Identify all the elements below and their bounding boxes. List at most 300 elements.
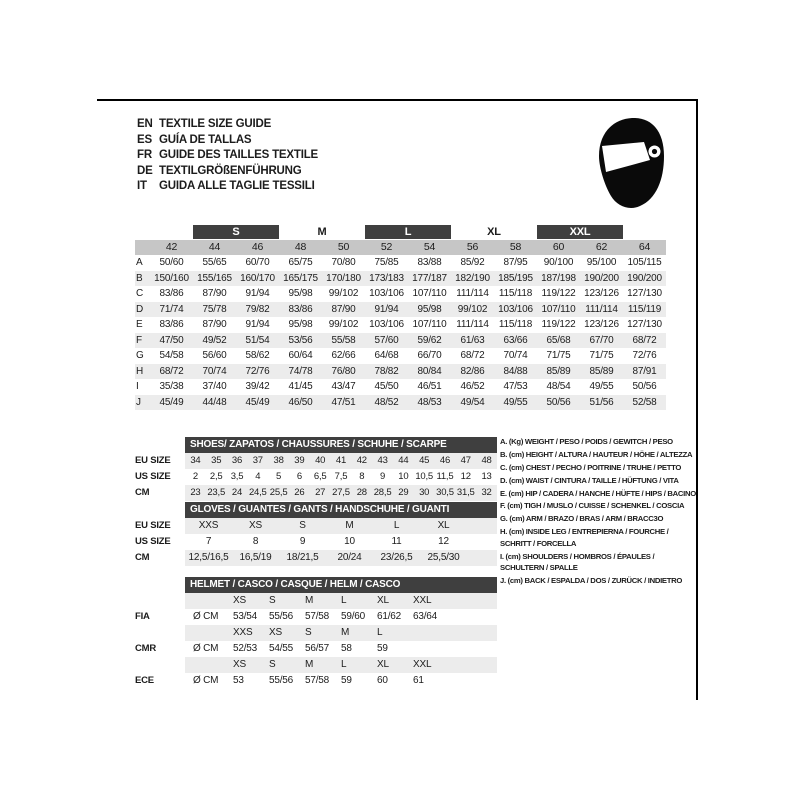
table-cell: 99/102 <box>328 319 359 330</box>
size-label: 54 <box>423 241 436 253</box>
table-cell: 30 <box>419 487 430 498</box>
table-cell: S <box>299 520 306 531</box>
table-cell: 83/88 <box>417 257 442 268</box>
legend-line: I. (cm) SHOULDERS / HOMBROS / ÉPAULES / <box>500 551 655 561</box>
table-cell: 75/85 <box>374 257 399 268</box>
table-cell: 74/78 <box>288 365 313 377</box>
legend-item <box>500 475 696 486</box>
table-cell: 39 <box>294 455 305 466</box>
table-cell: 8 <box>359 471 365 482</box>
table-cell: 123/126 <box>584 319 619 330</box>
table-cell: 107/110 <box>412 288 447 299</box>
helmet-sizes-row <box>185 593 497 609</box>
table-cell: 6 <box>296 471 302 482</box>
table-row <box>135 364 666 380</box>
row-label: A <box>136 257 143 268</box>
table-cell: 85/89 <box>589 365 614 377</box>
table-cell: 7 <box>205 536 212 547</box>
table-cell: 79/82 <box>245 303 270 315</box>
table-cell: 71/74 <box>159 303 184 315</box>
size-label: XXS <box>233 627 253 638</box>
row-label: H <box>136 365 144 377</box>
row-label: B <box>136 272 143 284</box>
table-cell: 63/64 <box>413 611 438 622</box>
table-row <box>135 379 666 395</box>
shoes-side-labels <box>135 437 185 501</box>
table-cell: 87/90 <box>202 288 227 299</box>
table-cell: 111/114 <box>456 319 489 330</box>
table-cell: 59 <box>377 643 388 654</box>
unit-label: Ø CM <box>193 643 219 654</box>
table-cell: 87/95 <box>503 257 528 268</box>
size-label: S <box>269 595 276 606</box>
table-row <box>135 348 666 364</box>
table-cell: 59/62 <box>417 334 442 346</box>
table-cell: 45/49 <box>159 396 184 408</box>
table-cell: L <box>393 520 400 531</box>
table-row <box>185 518 497 534</box>
table-cell: 23 <box>190 487 201 498</box>
table-row <box>135 333 666 349</box>
measurement-legend <box>500 436 696 588</box>
legend-item <box>500 551 696 574</box>
row-label: G <box>136 350 144 361</box>
size-label: 56 <box>466 241 479 253</box>
row-label: US SIZE <box>135 536 171 547</box>
table-cell: 45/50 <box>374 381 399 392</box>
table-cell: 99/102 <box>457 303 488 315</box>
table-cell: 67/70 <box>589 334 614 346</box>
table-row <box>185 534 497 550</box>
table-row <box>185 469 497 485</box>
table-cell: 31,5 <box>456 487 475 498</box>
size-label: 48 <box>294 241 307 253</box>
table-cell: 185/195 <box>498 272 533 284</box>
table-cell: 37/40 <box>202 381 227 392</box>
table-cell: 10 <box>398 471 409 482</box>
size-label: XXL <box>413 659 432 670</box>
table-cell: 90/100 <box>543 257 574 268</box>
gloves-content <box>185 502 497 566</box>
title-text: TEXTILE SIZE GUIDE <box>159 118 272 130</box>
table-cell: 27,5 <box>332 487 350 498</box>
table-cell: 12 <box>438 536 449 547</box>
table-cell: 87/90 <box>202 319 227 330</box>
table-cell: 119/122 <box>541 319 576 330</box>
table-cell: 6,5 <box>313 471 327 482</box>
legend-line: J. (cm) BACK / ESPALDA / DOS / ZURÜCK / INDIETRO <box>500 575 683 585</box>
size-label: 50 <box>337 241 350 253</box>
row-label: J <box>136 396 141 408</box>
table-cell: 68/72 <box>632 334 657 346</box>
table-cell: 48/54 <box>546 381 571 392</box>
table-cell: 37 <box>252 455 263 466</box>
legend-item <box>500 436 696 447</box>
table-cell: 60/64 <box>288 350 313 361</box>
legend-line: G. (cm) ARM / BRAZO / BRAS / ARM / BRACC3O <box>500 514 664 524</box>
table-cell: 53 <box>233 675 244 686</box>
helmet-values-row <box>185 673 497 689</box>
shoes-table <box>135 437 497 501</box>
table-cell: 46/50 <box>288 396 313 408</box>
table-cell: 51/56 <box>589 396 614 408</box>
size-label: 44 <box>208 241 221 253</box>
helmet-side-labels <box>135 577 185 705</box>
table-cell: 177/187 <box>412 272 447 284</box>
table-cell: 83/86 <box>288 303 313 315</box>
table-cell: 85/89 <box>546 365 571 377</box>
title-block <box>137 117 318 195</box>
side-spacer <box>135 437 185 453</box>
row-label: EU SIZE <box>135 520 171 531</box>
group-xxl: XXL <box>537 225 623 239</box>
legend-line: B. (cm) HEIGHT / ALTURA / HAUTEUR / HÖHE / ALTEZZA <box>500 449 693 459</box>
table-cell: 70/74 <box>503 350 528 361</box>
table-cell: 173/183 <box>369 272 404 284</box>
table-cell: 50/56 <box>632 381 657 392</box>
table-cell: 55/56 <box>269 611 294 622</box>
table-cell: 30,5 <box>436 487 454 498</box>
language-code: FR <box>137 149 152 161</box>
legend-item <box>500 449 696 460</box>
gloves-header-bar: GLOVES / GUANTES / GANTS / HANDSCHUHE / GUANTI <box>185 502 497 518</box>
table-cell: 91/94 <box>374 303 399 315</box>
table-cell: 24 <box>231 487 243 498</box>
table-cell: 49/52 <box>202 334 227 346</box>
table-cell: 119/122 <box>541 288 576 299</box>
table-cell: 45/49 <box>245 396 270 408</box>
table-cell: 62/66 <box>331 350 356 361</box>
helmet-table <box>135 577 497 689</box>
table-cell: 95/98 <box>288 288 313 299</box>
table-row <box>135 255 666 271</box>
size-label: L <box>341 659 347 670</box>
row-label: E <box>136 319 143 330</box>
table-cell: 61/62 <box>377 611 402 622</box>
table-cell: 91/94 <box>245 288 270 299</box>
gloves-side-labels <box>135 502 185 566</box>
table-cell: 42 <box>356 455 367 466</box>
table-cell: 56/57 <box>305 643 330 654</box>
table-cell: 71/75 <box>589 350 614 361</box>
unit-spacer <box>185 657 233 673</box>
table-cell: 38 <box>273 455 284 466</box>
table-cell: 72/76 <box>632 350 657 361</box>
unit-label: Ø CM <box>193 675 219 686</box>
table-cell: 123/126 <box>584 288 619 299</box>
group-s: S <box>193 225 279 239</box>
table-cell: 23,5 <box>207 487 226 498</box>
helmet-header-bar: HELMET / CASCO / CASQUE / HELM / CASCO <box>185 577 497 593</box>
table-cell: 28,5 <box>373 487 392 498</box>
table-cell: 49/55 <box>503 396 528 408</box>
table-cell: 26 <box>294 487 305 498</box>
table-cell: 107/110 <box>541 303 576 315</box>
shoes-header-bar: SHOES/ ZAPATOS / CHAUSSURES / SCHUHE / SCARPE <box>185 437 497 453</box>
table-cell: 44 <box>398 455 409 466</box>
table-cell: 55/65 <box>202 257 227 268</box>
table-cell: 11,5 <box>436 471 454 482</box>
unit-spacer <box>185 625 233 641</box>
table-cell: M <box>345 520 354 531</box>
table-cell: 35 <box>211 455 222 466</box>
group-spacer <box>135 225 193 239</box>
table-cell: 61 <box>413 675 424 686</box>
table-cell: 5 <box>276 471 282 482</box>
table-cell: 115/118 <box>498 288 533 299</box>
row-label: US SIZE <box>135 471 171 482</box>
side-spacer <box>135 577 185 609</box>
size-label: 52 <box>380 241 393 253</box>
shoes-content <box>185 437 497 501</box>
table-cell: 8 <box>252 536 259 547</box>
table-cell: 127/130 <box>627 288 662 299</box>
legend-line: H. (cm) INSIDE LEG / ENTREPIERNA / FOURCHE / <box>500 527 669 537</box>
table-cell: 59 <box>341 675 352 686</box>
table-cell: 111/114 <box>456 288 489 299</box>
helmet-sizes-row <box>185 625 497 641</box>
helmet-icon <box>596 116 666 216</box>
helmet-values-row <box>185 641 497 657</box>
table-cell: 95/98 <box>288 319 313 330</box>
table-cell: 24,5 <box>248 487 267 498</box>
table-cell: 115/118 <box>498 319 533 330</box>
table-cell: 18/21,5 <box>286 552 319 563</box>
helmet-sizes-row <box>185 657 497 673</box>
table-cell: 4 <box>255 471 261 482</box>
table-cell: 46/52 <box>460 381 485 392</box>
table-cell: 47/53 <box>503 381 528 392</box>
table-cell: 76/80 <box>331 365 356 377</box>
legend-line: SCHULTERN / SPALLE <box>500 562 578 572</box>
size-label: 64 <box>638 241 651 253</box>
table-cell: 28 <box>356 487 367 498</box>
table-cell: 87/91 <box>632 365 657 377</box>
table-cell: 57/58 <box>305 675 330 686</box>
table-cell: 83/86 <box>159 319 184 330</box>
table-cell: 56/60 <box>202 350 227 361</box>
side-spacer <box>135 502 185 518</box>
size-label: XS <box>269 627 282 638</box>
table-cell: 59/60 <box>341 611 366 622</box>
row-label: C <box>136 288 144 299</box>
table-cell: 78/82 <box>374 365 399 377</box>
size-label: S <box>305 627 312 638</box>
table-cell: 2,5 <box>209 471 223 482</box>
legend-line: A. (Kg) WEIGHT / PESO / POIDS / GEWITCH / PESO <box>500 437 673 446</box>
size-row <box>135 240 666 255</box>
table-row <box>135 317 666 333</box>
table-cell: 48 <box>481 455 492 466</box>
size-label: 42 <box>165 241 178 253</box>
table-cell: 51/54 <box>245 334 270 346</box>
size-label: XS <box>233 659 246 670</box>
size-label: 58 <box>509 241 522 253</box>
table-row <box>135 286 666 302</box>
table-cell: 32 <box>481 487 492 498</box>
table-cell: 63/66 <box>503 334 528 346</box>
table-cell: 70/74 <box>202 365 227 377</box>
size-label: XL <box>377 659 389 670</box>
legend-item <box>500 526 696 549</box>
table-cell: 82/86 <box>460 365 485 377</box>
table-cell: 68/72 <box>159 365 184 377</box>
language-code: ES <box>137 133 152 146</box>
legend-item <box>500 462 696 473</box>
table-cell: 43/47 <box>331 381 356 392</box>
table-cell: 57/58 <box>305 611 330 622</box>
table-cell: 3,5 <box>230 471 244 482</box>
table-cell: 111/114 <box>585 303 618 315</box>
title-line <box>137 133 318 149</box>
table-cell: 72/76 <box>245 365 270 377</box>
table-cell: 66/70 <box>417 350 442 361</box>
table-cell: 105/115 <box>627 257 662 268</box>
legend-line: F. (cm) TIGH / MUSLO / CUISSE / SCHENKEL / COSCIA <box>500 501 685 511</box>
table-cell: 115/119 <box>627 303 662 315</box>
table-cell: 190/200 <box>584 272 619 284</box>
table-cell: 99/102 <box>328 288 359 299</box>
title-text: GUÍA DE TALLAS <box>159 133 252 146</box>
table-cell: 103/106 <box>369 288 404 299</box>
group-m: M <box>317 226 327 238</box>
table-row <box>185 453 497 469</box>
size-label: XXL <box>413 595 432 606</box>
row-label: FIA <box>135 611 150 622</box>
table-row <box>135 302 666 318</box>
table-row <box>185 550 497 566</box>
row-label: CM <box>135 487 150 498</box>
table-cell: 34 <box>190 455 201 466</box>
table-cell: 27 <box>315 487 326 498</box>
table-cell: 61/63 <box>460 334 485 346</box>
table-cell: 46 <box>439 455 451 466</box>
table-cell: 50/60 <box>159 257 184 268</box>
table-cell: 65/68 <box>546 334 571 346</box>
table-cell: 91/94 <box>245 319 270 330</box>
table-cell: 47/51 <box>331 396 356 408</box>
size-group-row <box>135 225 666 239</box>
table-cell: 70/80 <box>331 257 356 268</box>
table-cell: 2 <box>192 471 198 482</box>
row-label: F <box>136 334 142 346</box>
size-label: S <box>269 659 276 670</box>
unit-label: Ø CM <box>193 611 219 622</box>
table-cell: 75/78 <box>202 303 227 315</box>
table-cell: 182/190 <box>455 272 490 284</box>
table-cell: 55/56 <box>269 675 294 686</box>
size-label: M <box>305 595 314 606</box>
table-cell: XL <box>437 520 450 531</box>
table-cell: XXS <box>198 520 219 531</box>
table-cell: 150/160 <box>154 272 189 284</box>
size-row-spacer <box>135 240 150 255</box>
size-label: L <box>377 627 383 638</box>
legend-line: E. (cm) HIP / CADERA / HANCHE / HÜFTE / HIPS / BACINO <box>500 488 696 498</box>
table-cell: 16,5/19 <box>239 552 272 563</box>
table-cell: 95/98 <box>417 303 442 315</box>
legend-item <box>500 513 696 524</box>
table-cell: 23/26,5 <box>380 552 413 563</box>
table-cell: 48/52 <box>374 396 399 408</box>
table-cell: 46/51 <box>417 381 442 392</box>
table-cell: 47 <box>460 455 471 466</box>
table-cell: 36 <box>231 455 243 466</box>
language-code: IT <box>137 180 147 192</box>
table-cell: 41/45 <box>288 381 313 392</box>
table-cell: 25,5/30 <box>427 552 460 563</box>
table-cell: 64/68 <box>374 350 399 361</box>
size-label: 46 <box>251 241 264 253</box>
table-cell: 65/75 <box>288 257 313 268</box>
table-cell: 35/38 <box>159 381 184 392</box>
table-cell: 85/92 <box>460 257 485 268</box>
legend-line: D. (cm) WAIST / CINTURA / TAILLE / HÜFTUNG / VITA <box>500 475 679 485</box>
table-cell: 54/55 <box>269 643 294 654</box>
table-cell: XS <box>249 520 262 531</box>
title-text: GUIDA ALLE TAGLIE TESSILI <box>159 180 315 192</box>
table-cell: 25,5 <box>269 487 288 498</box>
row-label: EU SIZE <box>135 455 171 466</box>
size-label: 60 <box>552 241 565 253</box>
title-text: TEXTILGRÖßENFÜHRUNG <box>159 164 302 177</box>
side-item <box>135 641 185 673</box>
table-cell: 107/110 <box>412 319 447 330</box>
table-cell: 68/72 <box>460 350 485 361</box>
row-label: D <box>136 303 144 315</box>
table-cell: 7,5 <box>334 471 348 482</box>
table-cell: 103/106 <box>369 319 404 330</box>
table-cell: 13 <box>481 471 492 482</box>
table-cell: 103/106 <box>498 303 533 315</box>
table-cell: 48/53 <box>417 396 442 408</box>
table-cell: 160/170 <box>240 272 275 284</box>
row-label: I <box>136 381 139 392</box>
table-cell: 58/62 <box>245 350 270 361</box>
legend-item <box>500 575 696 586</box>
table-cell: 52/53 <box>233 643 258 654</box>
helmet-content <box>185 577 497 689</box>
table-cell: 44/48 <box>202 396 227 408</box>
table-cell: 155/165 <box>197 272 232 284</box>
table-cell: 10 <box>344 536 355 547</box>
table-cell: 53/56 <box>288 334 313 346</box>
table-cell: 187/198 <box>541 272 576 284</box>
row-label: ECE <box>135 675 154 686</box>
title-text: GUIDE DES TAILLES TEXTILE <box>159 149 318 161</box>
table-row <box>185 485 497 501</box>
table-cell: 95/100 <box>586 257 617 268</box>
table-cell: 39/42 <box>245 381 270 392</box>
main-size-table <box>135 225 666 410</box>
table-cell: 190/200 <box>627 272 662 284</box>
table-cell: 80/84 <box>417 365 442 377</box>
table-cell: 87/90 <box>331 303 356 315</box>
table-cell: 53/54 <box>233 611 258 622</box>
title-line <box>137 164 318 180</box>
language-code: EN <box>137 118 153 130</box>
gloves-table <box>135 502 497 566</box>
table-cell: 9 <box>380 471 386 482</box>
table-cell: 60 <box>377 675 388 686</box>
table-cell: 20/24 <box>337 552 362 563</box>
table-cell: 49/54 <box>460 396 485 408</box>
table-cell: 29 <box>398 487 409 498</box>
title-line <box>137 179 318 195</box>
side-item <box>135 609 185 641</box>
table-cell: 54/58 <box>159 350 184 361</box>
size-label: M <box>341 627 350 638</box>
